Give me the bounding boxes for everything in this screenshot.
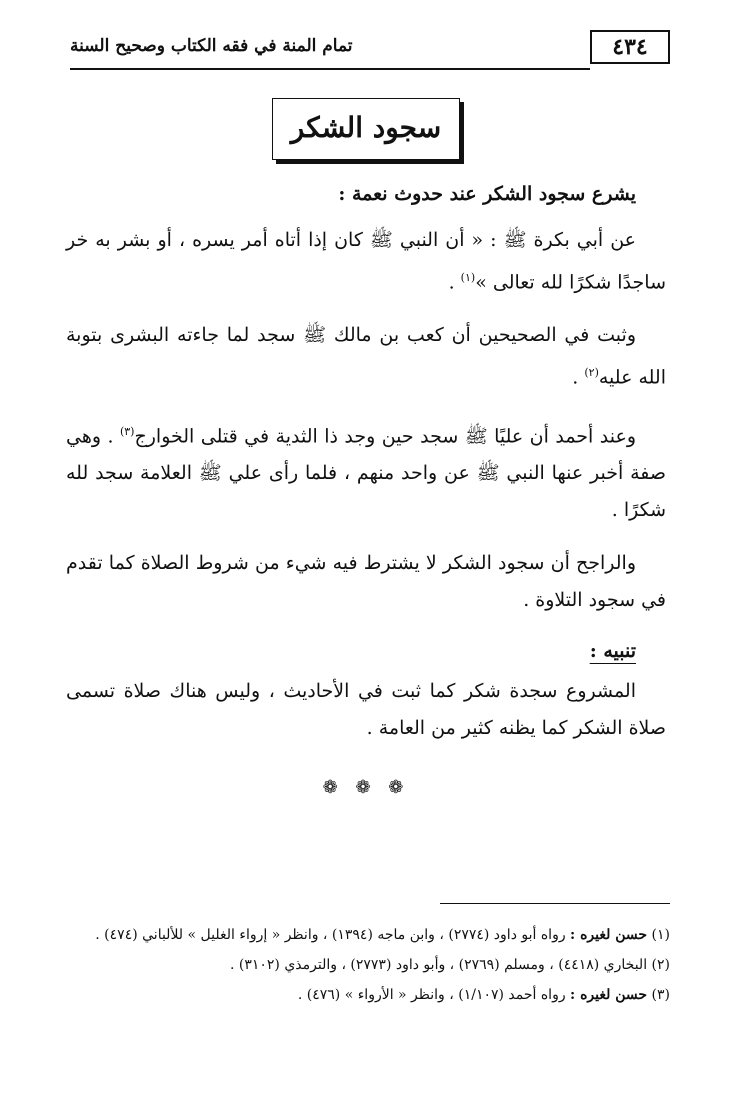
- note-heading: تنبيه :: [589, 639, 636, 662]
- footnote-2: (٢) البخاري (٤٤١٨) ، ومسلم (٢٧٦٩) ، وأبو داود (٢٧٧٣) ، والترمذي (٣١٠٢) .: [229, 957, 670, 973]
- footnote-ref-3[interactable]: (٣): [119, 424, 135, 438]
- footnotes: [66, 920, 670, 1010]
- section-subheading: يشرع سجود الشكر عند حدوث نعمة :: [338, 183, 636, 205]
- paragraph-4: والراجح أن سجود الشكر لا يشترط فيه شيء من شروط الصلاة كما تقدم في سجود التلاوة .: [66, 551, 666, 611]
- paragraph-3: وعند أحمد أن عليًا ﷺ سجد حين وجد ذا الثدية في قتلى الخوارج$^{(٣)}$ . وهي صفة أخبر عنها النبي ﷺ عن واحد منهم ، فلما رأى علي ﷺ العلامة سجد لله شكرًا .: [66, 424, 666, 521]
- header-rule: [70, 68, 590, 70]
- section-ornament-icon: ❁ ❁ ❁: [322, 776, 410, 798]
- footnote-ref-1[interactable]: (١): [460, 271, 476, 284]
- footnote-ref-2[interactable]: (٢): [584, 366, 599, 380]
- paragraph-1: عن أبي بكرة ﷺ : « أن النبي ﷺ كان إذا أتاه أمر يسره ، أو بشر به خر ساجدًا شكرًا لله تعالى »$^{(١)}$ .: [66, 229, 666, 294]
- chapter-title: سجود الشكر: [272, 98, 460, 160]
- main-text: [66, 178, 666, 798]
- running-title: تمام المنة في فقه الكتاب وصحيح السنة: [70, 36, 353, 56]
- note-paragraph: المشروع سجدة شكر كما ثبت في الأحاديث ، وليس هناك صلاة تسمى صلاة الشكر كما يظنه كثير من العامة .: [66, 679, 666, 739]
- footnote-3: (٣) حسن لغيره : رواه أحمد (١/١٠٧) ، وانظر « الأرواء » (٤٧٦) .: [297, 987, 670, 1003]
- page-number: ٤٣٤: [590, 30, 670, 64]
- footnote-1: (١) حسن لغيره : رواه أبو داود (٢٧٧٤) ، وابن ماجه (١٣٩٤) ، وانظر « إرواء الغليل » للألباني (٤٧٤) .: [95, 927, 670, 943]
- paragraph-2: وثبت في الصحيحين أن كعب بن مالك ﷺ سجد لما جاءته البشرى بتوبة الله عليه$^{(٢)}$ .: [66, 324, 666, 389]
- running-header: [70, 30, 670, 70]
- footnote-rule: [440, 903, 670, 904]
